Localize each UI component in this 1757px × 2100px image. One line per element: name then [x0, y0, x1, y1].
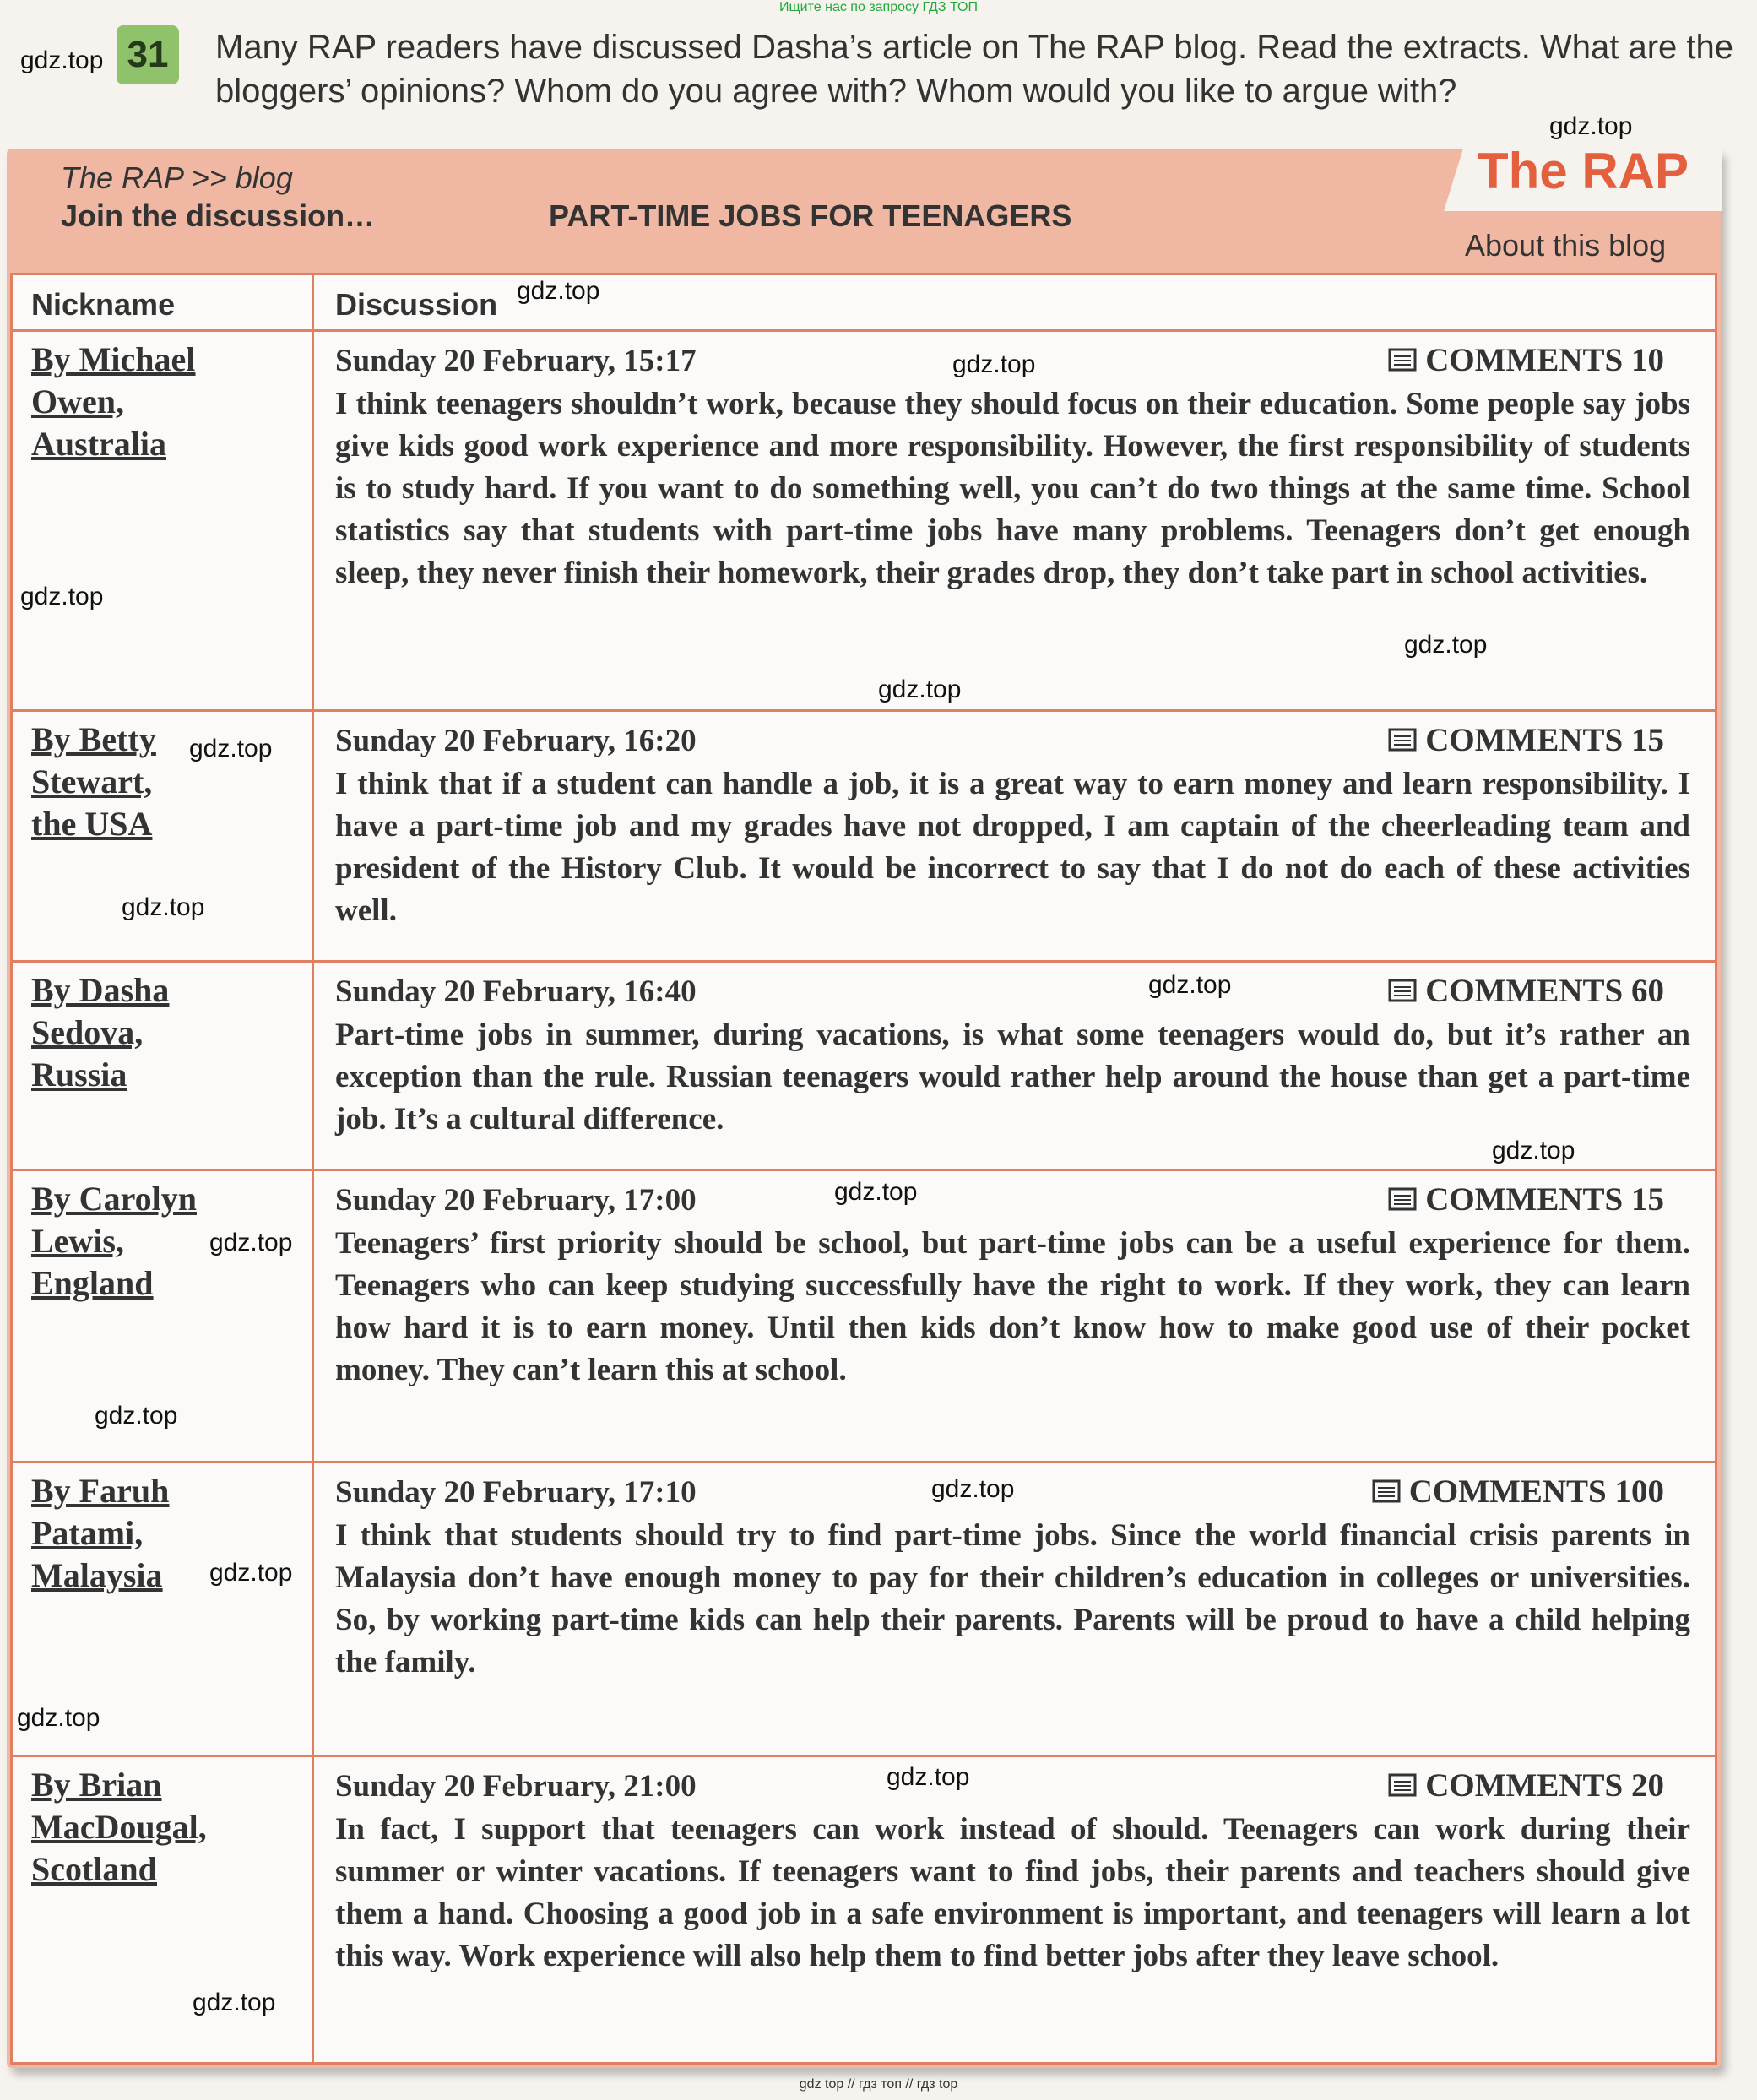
post-text: I think that if a student can handle a job, it is a great way to earn money and learn responsibility. I have a part-time job and my grades have not dropped, I am captain of the cheerleading team and president of the History Club. It would be incorrect to say that I do not do each of these activities well. — [335, 767, 1690, 928]
discussion-header: Discussion — [335, 287, 498, 322]
post-text: Part-time jobs in summer, during vacations, is what some teenagers would do, but it’s rather an exception than the rule. Russian teenagers would rather help around the house than get a part-time job. It’s a cultural difference. — [335, 1017, 1690, 1137]
comments-link[interactable]: COMMENTS 15 — [1388, 1180, 1664, 1218]
row-divider — [13, 709, 1715, 712]
comments-link[interactable]: COMMENTS 15 — [1388, 721, 1664, 759]
post-text: I think that students should try to find part-time jobs. Since the world financial crisis parents in Malaysia don’t have enough money to pay for their children’s education in colleges or universities. So, by working part-time kids can help their parents. Parents will be proud to have a child helping the family. — [335, 1518, 1690, 1679]
watermark: gdz.top — [1492, 1137, 1575, 1164]
comment-icon — [1388, 728, 1417, 753]
rap-logo: The RAP — [1478, 143, 1689, 199]
comment-icon — [1388, 1187, 1417, 1213]
watermark: gdz.top — [834, 1178, 918, 1206]
post-date: Sunday 20 February, 16:20 — [335, 724, 697, 758]
footer-note: gdz top // гдз топ // гдз top — [799, 2077, 958, 2092]
watermark: gdz.top — [1148, 971, 1232, 999]
about-blog-link[interactable]: About this blog — [1465, 228, 1667, 263]
post-author[interactable]: By Dasha Sedova, Russia — [31, 971, 170, 1093]
watermark: gdz.top — [193, 1989, 276, 2016]
post-author[interactable]: By Michael Owen, Australia — [31, 340, 196, 463]
row-divider — [13, 1755, 1715, 1757]
watermark: gdz.top — [95, 1402, 178, 1430]
comments-link[interactable]: COMMENTS 20 — [1388, 1766, 1664, 1804]
watermark: gdz.top — [122, 893, 205, 921]
comment-icon — [1388, 979, 1417, 1004]
watermark: gdz.top — [209, 1229, 293, 1256]
watermark: gdz.top — [17, 1704, 100, 1732]
watermark: gdz.top — [931, 1475, 1015, 1503]
comment-icon — [1388, 348, 1417, 373]
post-date: Sunday 20 February, 16:40 — [335, 974, 697, 1009]
watermark: gdz.top — [887, 1763, 970, 1791]
post-author[interactable]: By Faruh Patami, Malaysia — [31, 1472, 170, 1594]
exercise-number: 31 — [117, 25, 179, 84]
watermark: gdz.top — [517, 277, 600, 305]
exercise-instructions: Many RAP readers have discussed Dasha’s article on The RAP blog. Read the extracts. What are the bloggers’ opinions? Whom do you agree with? Whom would you like to argue with? — [215, 29, 1733, 110]
watermark: gdz.top — [1549, 112, 1633, 140]
post-author[interactable]: By Betty Stewart, the USA — [31, 720, 156, 843]
watermark: gdz.top — [20, 583, 104, 610]
post-text: Teenagers’ first priority should be school, but part-time jobs can be a useful experience for them. Teenagers who can keep studying successfully have the right to work. If they work, they can learn how hard it is to earn money. Until then kids don’t know how to make good use of their pocket money. They can’t learn this at school. — [335, 1226, 1690, 1387]
post-date: Sunday 20 February, 15:17 — [335, 344, 697, 378]
watermark: gdz.top — [209, 1559, 293, 1587]
post-date: Sunday 20 February, 17:10 — [335, 1475, 697, 1510]
row-divider — [13, 1461, 1715, 1463]
join-discussion-label: Join the discussion… — [61, 198, 376, 233]
watermark: gdz.top — [189, 735, 273, 762]
watermark: gdz.top — [20, 46, 104, 74]
comments-link[interactable]: COMMENTS 10 — [1388, 341, 1664, 379]
row-divider — [13, 960, 1715, 963]
comments-link[interactable]: COMMENTS 100 — [1372, 1473, 1664, 1511]
post-date: Sunday 20 February, 17:00 — [335, 1183, 697, 1218]
post-author[interactable]: By Brian MacDougal, Scotland — [31, 1766, 207, 1888]
watermark: gdz.top — [1404, 631, 1488, 659]
comment-icon — [1372, 1479, 1401, 1505]
watermark: gdz.top — [952, 350, 1036, 378]
row-divider — [13, 329, 1715, 332]
post-text: I think teenagers shouldn’t work, because they should focus on their education. Some people say jobs give kids good work experience and more responsibility. However, the first responsibility of students is to study hard. If you want to do something well, you can’t do two things at the same time. School statistics say that students with part-time jobs have many problems. Teenagers don’t get enough sleep, they never finish their homework, their grades drop, they don’t take part in school activities. — [335, 387, 1690, 590]
comment-icon — [1388, 1773, 1417, 1799]
discussion-table — [10, 273, 1717, 2065]
blog-breadcrumb[interactable]: The RAP >> blog — [61, 160, 293, 195]
post-author[interactable]: By Carolyn Lewis, England — [31, 1180, 197, 1302]
watermark: gdz.top — [878, 676, 962, 703]
post-text: In fact, I support that teenagers can work instead of should. Teenagers can work during their summer or winter vacations. If teenagers want to find jobs, their parents and teachers should give them a hand. Choosing a good job in a safe environment is important, and teenagers will learn a lot this way. Work experience will also help them to find better jobs after they leave school. — [335, 1812, 1690, 1973]
comments-link[interactable]: COMMENTS 60 — [1388, 972, 1664, 1010]
row-divider — [13, 1169, 1715, 1171]
blog-topic: PART-TIME JOBS FOR TEENAGERS — [549, 198, 1072, 233]
header-note: Ищите нас по запросу ГДЗ ТОП — [779, 0, 978, 14]
nickname-header: Nickname — [31, 287, 176, 322]
post-date: Sunday 20 February, 21:00 — [335, 1769, 697, 1804]
